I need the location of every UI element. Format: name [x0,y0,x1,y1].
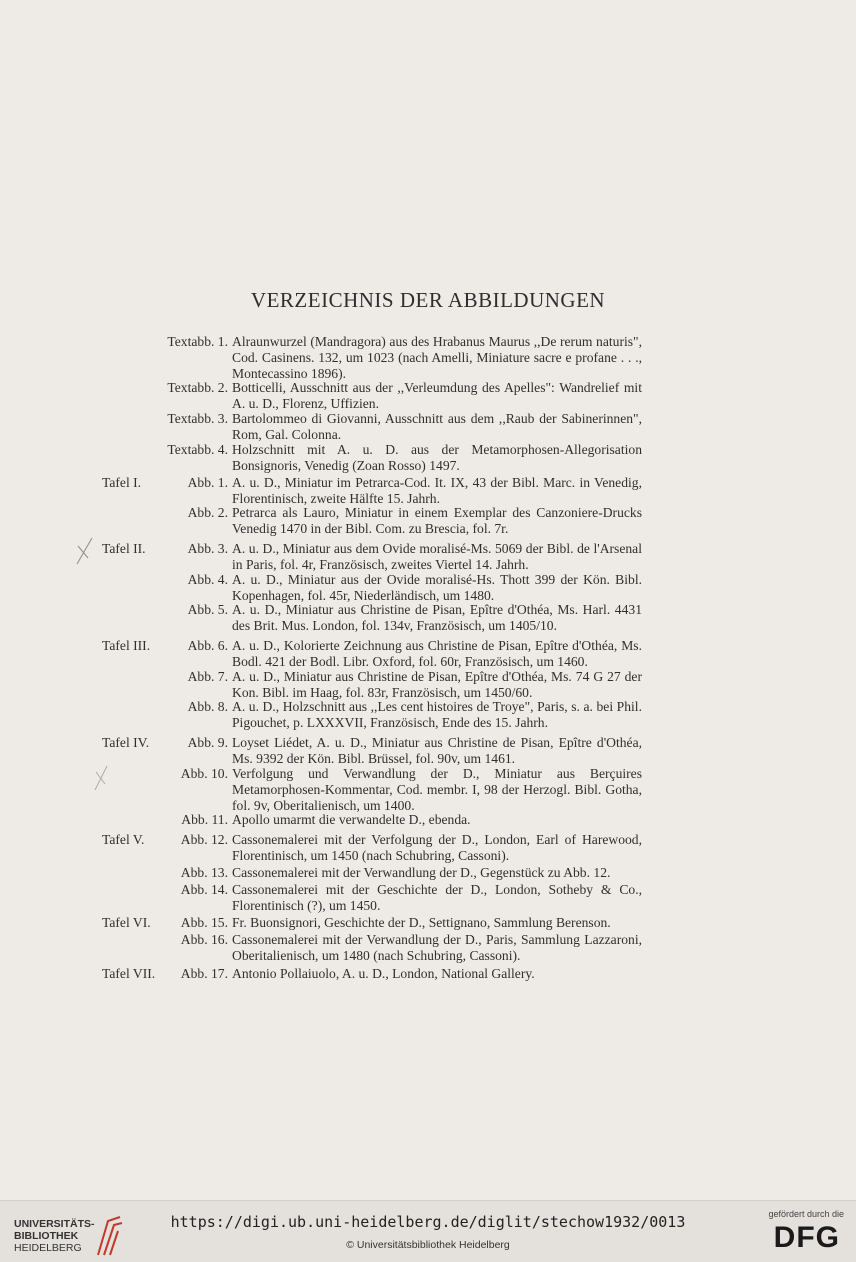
figure-label: Abb. 15. [180,915,228,930]
figure-label: Abb. 4. [187,572,228,587]
plate-label: Tafel III. [102,638,151,653]
figure-label: Abb. 2. [187,505,228,520]
figure-description: A. u. D., Holzschnitt aus ,,Les cent histoires de Troye", Paris, s. a. bei Phil. Pigouchet, p. LXXXVII, Französisch, Ende des 15. Jahrh. [232,699,642,730]
figure-description: Bartolommeo di Giovanni, Ausschnitt aus dem ,,Raub der Sabinerinnen", Rom, Gal. Colonna. [232,411,642,442]
figure-label: Abb. 14. [180,882,228,897]
figure-label: Textabb. 4. [167,442,228,457]
figure-description: A. u. D., Miniatur aus dem Ovide moralisé-Ms. 5069 der Bibl. de l'Arsenal in Paris, fol. 4r, Französisch, zweites Viertel 14. Jahrh. [232,541,642,572]
figure-description: Fr. Buonsignori, Geschichte der D., Settignano, Sammlung Berenson. [232,915,611,930]
dfg-logo[interactable] [758,1209,844,1257]
figure-label: Textabb. 2. [167,380,228,395]
figure-label: Abb. 5. [187,602,228,617]
logo-text-line: UNIVERSITÄTS- [14,1218,95,1230]
page-title: VERZEICHNIS DER ABBILDUNGEN [250,288,606,312]
figure-description: Verfolgung und Verwandlung der D., Miniatur aus Berçuires Metamorphosen-Kommentar, Cod. membr. I, 98 der Herzogl. Bibl. Gotha, fol. 9v, Oberitalienisch, um 1400. [232,766,642,813]
figure-description: Holzschnitt mit A. u. D. aus der Metamorphosen-Allegorisation Bonsignoris, Venedig (Zoan Rosso) 1497. [232,442,642,473]
dfg-wordmark: DFG [773,1221,840,1254]
dfg-caption: gefördert durch die [768,1209,844,1219]
figure-description: Cassonemalerei mit der Verwandlung der D., Paris, Sammlung Lazzaroni, Oberitalienisch, um 1480 (nach Schubring, Cassoni). [232,932,642,963]
logo-text-line: HEIDELBERG [14,1242,82,1254]
plate-label: Tafel VII. [102,966,156,981]
logo-text-line: BIBLIOTHEK [14,1230,79,1242]
viewer-footer [0,1200,856,1262]
figure-label: Abb. 1. [187,475,228,490]
figure-label: Abb. 9. [187,735,228,750]
figure-description: Cassonemalerei mit der Verwandlung der D., Gegenstück zu Abb. 12. [232,865,611,880]
figure-description: A. u. D., Miniatur aus Christine de Pisan, Epître d'Othéa, Ms. 74 G 27 der Kon. Bibl. im Haag, fol. 83r, Französisch, um 1450/60. [232,669,642,700]
figure-description: Cassonemalerei mit der Verfolgung der D., London, Earl of Harewood, Florentinisch, um 1450 (nach Schubring, Cassoni). [232,832,642,863]
copyright-notice: © Universitätsbibliothek Heidelberg [346,1239,510,1251]
plate-label: Tafel I. [102,475,142,490]
figure-label: Abb. 8. [187,699,228,714]
figure-label: Abb. 17. [180,966,228,981]
figure-description: Apollo umarmt die verwandelte D., ebenda. [232,812,471,827]
figure-label: Abb. 12. [180,832,228,847]
pencil-cross-mark-icon [74,536,94,566]
figure-description: A. u. D., Kolorierte Zeichnung aus Christine de Pisan, Epître d'Othéa, Ms. Bodl. 421 der Bodl. Libr. Oxford, fol. 60r, Französisch, um 1460. [232,638,642,669]
permalink-url[interactable]: https://digi.ub.uni-heidelberg.de/diglit/stechow1932/0013 [170,1213,686,1231]
figure-description: A. u. D., Miniatur aus der Ovide moralisé-Hs. Thott 399 der Kön. Bibl. Kopenhagen, fol. 45r, Niederländisch, um 1480. [232,572,642,603]
figure-description: Petrarca als Lauro, Miniatur in einem Exemplar des Canzoniere-Drucks Venedig 1470 in der Bibl. Com. zu Brescia, fol. 7r. [232,505,642,536]
figure-label: Abb. 13. [180,865,228,880]
figure-label: Abb. 6. [187,638,228,653]
figure-description: A. u. D., Miniatur aus Christine de Pisan, Epître d'Othéa, Ms. Harl. 4431 des Brit. Mus. London, fol. 134v, Französisch, um 1405/10. [232,602,642,633]
figure-description: Botticelli, Ausschnitt aus der ,,Verleumdung des Apelles": Wandrelief mit A. u. D., Florenz, Uffizien. [232,380,642,411]
figure-description: Antonio Pollaiuolo, A. u. D., London, National Gallery. [232,966,535,981]
plate-label: Tafel VI. [102,915,151,930]
plate-label: Tafel II. [102,541,146,556]
pencil-cross-mark-icon [92,764,110,792]
figure-description: Cassonemalerei mit der Geschichte der D., London, Sotheby & Co., Florentinisch (?), um 1450. [232,882,642,913]
figure-label: Abb. 3. [187,541,228,556]
figure-label: Abb. 16. [180,932,228,947]
figure-label: Textabb. 1. [167,334,228,349]
figure-label: Abb. 10. [180,766,228,781]
figure-label: Textabb. 3. [167,411,228,426]
figure-description: Alraunwurzel (Mandragora) aus des Hrabanus Maurus ,,De rerum naturis", Cod. Casinens. 132, um 1023 (nach Amelli, Miniature sacre e profane . . ., Montecassino 1896). [232,334,642,381]
figure-description: A. u. D., Miniatur im Petrarca-Cod. It. IX, 43 der Bibl. Marc. in Venedig, Florentinisch, zweite Hälfte 15. Jahrh. [232,475,642,506]
figure-label: Abb. 7. [187,669,228,684]
figure-label: Abb. 11. [181,812,228,827]
plate-label: Tafel V. [102,832,145,847]
plate-label: Tafel IV. [102,735,150,750]
figure-description: Loyset Liédet, A. u. D., Miniatur aus Christine de Pisan, Epître d'Othéa, Ms. 9392 der Kön. Bibl. Brüssel, fol. 90v, um 1461. [232,735,642,766]
